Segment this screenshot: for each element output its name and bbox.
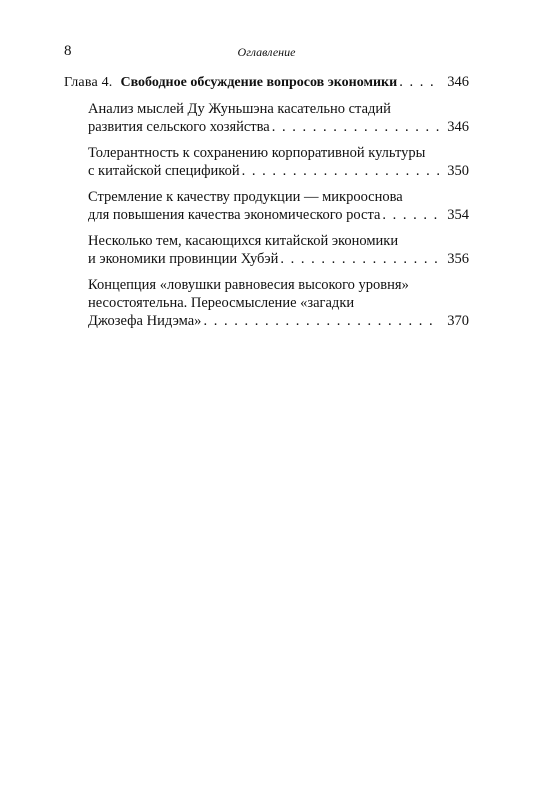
chapter-label: Глава 4. [64,75,113,90]
entry-title-line: с китайской спецификой [88,163,240,179]
entry-title-line: несостоятельна. Переосмысление «загадки [88,295,355,311]
toc-entry[interactable] [64,276,469,330]
dot-leader [280,250,439,268]
toc-entry[interactable] [64,144,469,180]
table-of-contents [64,73,469,338]
dot-leader [382,206,439,224]
toc-entry[interactable] [64,100,469,136]
entry-title-line: Джозефа Нидэма» [88,313,202,329]
page-ref: 354 [447,207,469,223]
entry-title-line: Стремление к качеству продукции — микрооснова [88,189,403,205]
dot-leader [399,73,439,91]
page-ref: 346 [447,119,469,135]
page-ref: 346 [447,74,469,90]
page-ref: 370 [447,313,469,329]
page-ref: 356 [447,251,469,267]
dot-leader [242,162,439,180]
page-number: 8 [64,43,72,59]
entry-title-line: развития сельского хозяйства [88,119,270,135]
entry-title-line: и экономики провинции Хубэй [88,251,279,267]
running-head: Оглавление [237,45,296,59]
entry-title-line: Толерантность к сохранению корпоративной культуры [88,145,426,161]
page-ref: 350 [447,163,469,179]
toc-entry[interactable] [64,188,469,224]
entry-title-line: Концепция «ловушки равновесия высокого уровня» [88,277,409,293]
toc-chapter-entry[interactable] [64,73,469,92]
dot-leader [203,312,439,330]
chapter-title: Свободное обсуждение вопросов экономики [120,75,398,90]
entry-title-line: Анализ мыслей Ду Жуньшэна касательно стадий [88,101,391,117]
toc-entry[interactable] [64,232,469,268]
dot-leader [272,118,439,136]
entry-title-line: Несколько тем, касающихся китайской экономики [88,233,399,249]
entry-title-line: для повышения качества экономического роста [88,207,381,223]
